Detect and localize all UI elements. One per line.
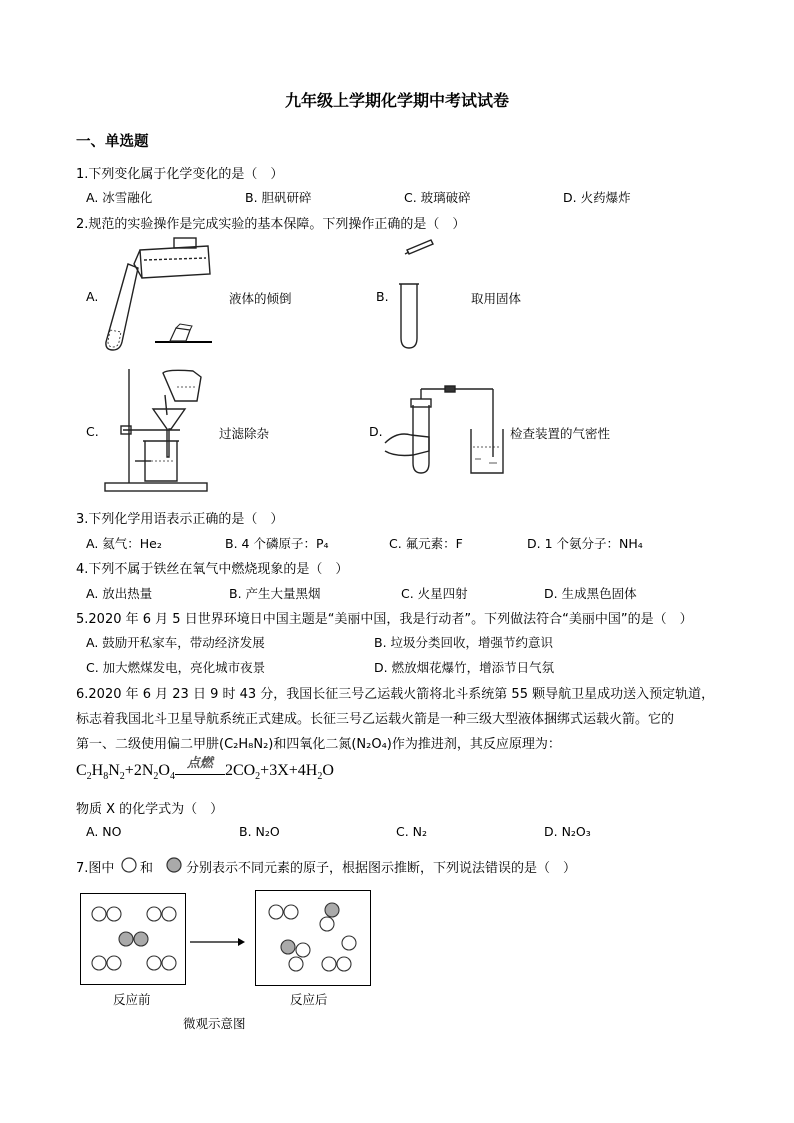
question-5-stem: 5.2020 年 6 月 5 日世界环境日中国主题是“美丽中国，我是行动者”。下列做法符合“美丽中国”的是（ ） [76, 612, 693, 627]
q6-option-a: A. NO [86, 824, 122, 839]
q2-option-d-letter: D. [369, 424, 383, 439]
q2-option-b-text: 取用固体 [471, 291, 522, 306]
reaction-condition: 点燃 [175, 765, 225, 775]
q4-option-d: D. 生成黑色固体 [544, 586, 637, 601]
question-6-line-3: 第一、二级使用偏二甲肼(C₂H₈N₂)和四氧化二氮(N₂O₄)作为推进剂，其反应原理为： [76, 737, 561, 752]
q5-option-d: D. 燃放烟花爆竹，增添节日气氛 [374, 660, 555, 675]
q2-option-a-letter: A. [86, 289, 99, 304]
white-atom-icon [121, 857, 137, 873]
q2-option-b-letter: B. [376, 289, 389, 304]
q5-option-b: B. 垃圾分类回收，增强节约意识 [374, 635, 554, 650]
q2-option-d-text: 检查装置的气密性 [510, 426, 611, 441]
q1-option-b: B. 胆矾研碎 [245, 190, 312, 205]
section-heading: 一、单选题 [76, 134, 149, 150]
reaction-arrow [190, 937, 246, 947]
airtightness-check-figure [385, 385, 510, 477]
q2-option-c-text: 过滤除杂 [219, 426, 270, 441]
question-7-stem-start: 7.图中 [76, 861, 115, 876]
solid-sampling-figure [395, 240, 455, 350]
before-reaction-box [80, 893, 186, 985]
question-2-stem: 2.规范的实验操作是完成实验的基本保障。下列操作正确的是（ ） [76, 217, 466, 232]
q4-option-c: C. 火星四射 [401, 586, 468, 601]
q5-option-c: C. 加大燃煤发电，亮化城市夜景 [86, 660, 266, 675]
grey-atom-icon [166, 857, 182, 873]
q3-option-b: B. 4 个磷原子：P₄ [225, 536, 329, 551]
q1-option-a: A. 冰雪融化 [86, 190, 153, 205]
q4-option-b: B. 产生大量黑烟 [229, 586, 321, 601]
after-label: 反应后 [290, 992, 328, 1007]
question-4-stem: 4.下列不属于铁丝在氧气中燃烧现象的是（ ） [76, 562, 349, 577]
before-label: 反应前 [113, 992, 151, 1007]
after-reaction-box [255, 890, 371, 986]
question-1-stem: 1.下列变化属于化学变化的是（ ） [76, 167, 284, 182]
page-title: 九年级上学期化学期中考试试卷 [284, 91, 509, 110]
question-6-ask: 物质 X 的化学式为（ ） [76, 802, 224, 817]
reaction-equation: $C_2H_8N_2+2N_2O_4$ 点燃 $2CO_2+3X+4H_2O$ [76, 755, 334, 783]
q1-option-d: D. 火药爆炸 [563, 190, 631, 205]
q1-option-c: C. 玻璃破碎 [404, 190, 471, 205]
question-7-stem-and: 和 [140, 861, 154, 876]
q3-option-a: A. 氦气：He₂ [86, 536, 162, 551]
q6-option-b: B. N₂O [239, 824, 280, 839]
q2-option-c-letter: C. [86, 424, 99, 439]
question-3-stem: 3.下列化学用语表示正确的是（ ） [76, 512, 284, 527]
q2-option-a-text: 液体的倾倒 [229, 291, 292, 306]
q3-option-d: D. 1 个氨分子：NH₄ [527, 536, 643, 551]
question-6-line-1: 6.2020 年 6 月 23 日 9 时 43 分，我国长征三号乙运载火箭将北斗系统第 55 颗导航卫星成功送入预定轨道， [76, 687, 715, 702]
q6-option-d: D. N₂O₃ [544, 824, 591, 839]
pouring-liquid-figure [100, 238, 220, 350]
q3-option-c: C. 氟元素：F [389, 536, 463, 551]
question-6-line-2: 标志着我国北斗卫星导航系统正式建成。长征三号乙运载火箭是一种三级大型液体捆绑式运载火箭。它的 [76, 712, 675, 727]
q6-option-c: C. N₂ [396, 824, 428, 839]
diagram-caption: 微观示意图 [183, 1016, 246, 1031]
q5-option-a: A. 鼓励开私家车，带动经济发展 [86, 635, 265, 650]
q4-option-a: A. 放出热量 [86, 586, 153, 601]
question-7-stem-end: 分别表示不同元素的原子，根据图示推断，下列说法错误的是（ ） [186, 861, 577, 876]
filtration-figure [105, 365, 215, 493]
